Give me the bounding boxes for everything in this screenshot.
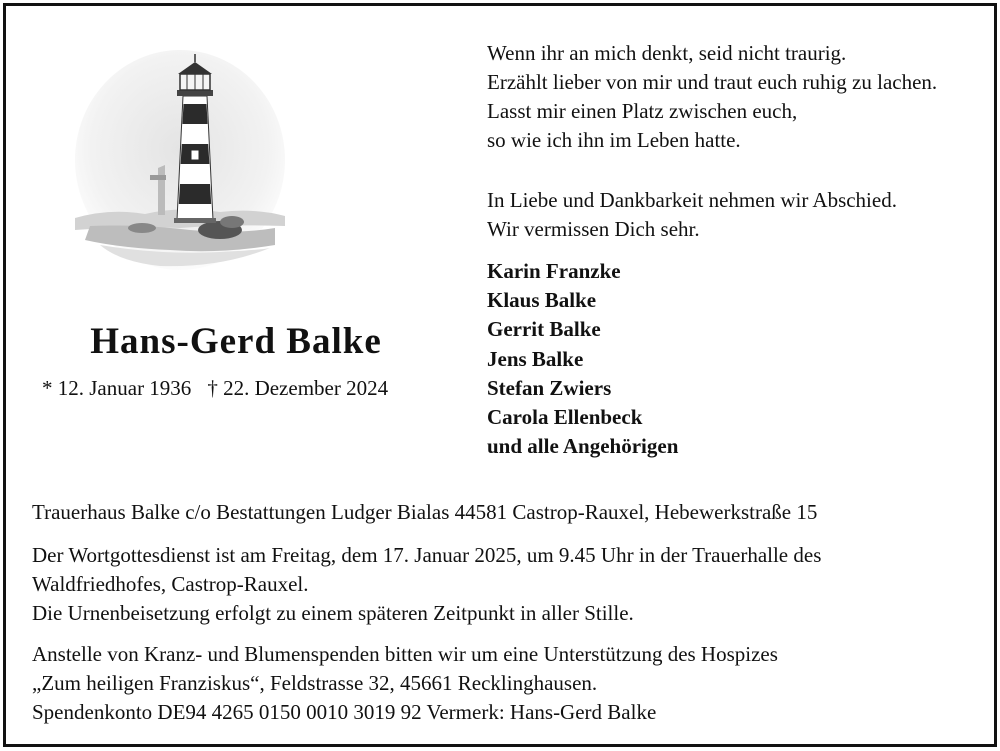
mourner-name: Carola Ellenbeck bbox=[487, 405, 643, 430]
mourner-name: Gerrit Balke bbox=[487, 317, 601, 342]
obituary-frame bbox=[3, 3, 997, 747]
service-info bbox=[32, 541, 821, 628]
poem-line: Lasst mir einen Platz zwischen euch, bbox=[487, 99, 798, 123]
mourners-list bbox=[487, 257, 678, 461]
mourner-name: Jens Balke bbox=[487, 346, 584, 371]
farewell-text bbox=[487, 186, 897, 244]
mourner-name: Klaus Balke bbox=[487, 288, 597, 313]
service-line: Waldfriedhofes, Castrop-Rauxel. bbox=[32, 572, 309, 596]
farewell-line: In Liebe und Dankbarkeit nehmen wir Abschied. bbox=[487, 188, 897, 212]
birth-date: * 12. Januar 1936 bbox=[42, 376, 192, 400]
poem-line: Wenn ihr an mich denkt, seid nicht traurig. bbox=[487, 41, 847, 65]
lighthouse-illustration bbox=[70, 40, 292, 280]
donation-info bbox=[32, 640, 778, 727]
mourning-house-address: Trauerhaus Balke c/o Bestattungen Ludger Bialas 44581 Castrop-Rauxel, Hebewerkstraße 15 bbox=[32, 500, 818, 524]
poem-line: so wie ich ihn im Leben hatte. bbox=[487, 128, 741, 152]
mourner-name: und alle Angehörigen bbox=[487, 434, 679, 459]
donation-line: Spendenkonto DE94 4265 0150 0010 3019 92 Vermerk: Hans-Gerd Balke bbox=[32, 700, 657, 724]
mourner-name: Stefan Zwiers bbox=[487, 375, 612, 400]
life-dates bbox=[42, 376, 388, 401]
death-date: † 22. Dezember 2024 bbox=[207, 376, 389, 400]
poem bbox=[487, 39, 937, 155]
deceased-name: Hans-Gerd Balke bbox=[90, 321, 382, 362]
farewell-line: Wir vermissen Dich sehr. bbox=[487, 217, 700, 241]
donation-line: „Zum heiligen Franziskus“, Feldstrasse 32, 45661 Recklinghausen. bbox=[32, 671, 598, 695]
poem-line: Erzählt lieber von mir und traut euch ruhig zu lachen. bbox=[487, 70, 938, 94]
mourner-name: Karin Franzke bbox=[487, 259, 621, 283]
donation-line: Anstelle von Kranz- und Blumenspenden bitten wir um eine Unterstützung des Hospizes bbox=[32, 642, 778, 666]
service-line: Die Urnenbeisetzung erfolgt zu einem späteren Zeitpunkt in aller Stille. bbox=[32, 601, 634, 625]
service-line: Der Wortgottesdienst ist am Freitag, dem 17. Januar 2025, um 9.45 Uhr in der Trauerhalle des bbox=[32, 543, 822, 567]
